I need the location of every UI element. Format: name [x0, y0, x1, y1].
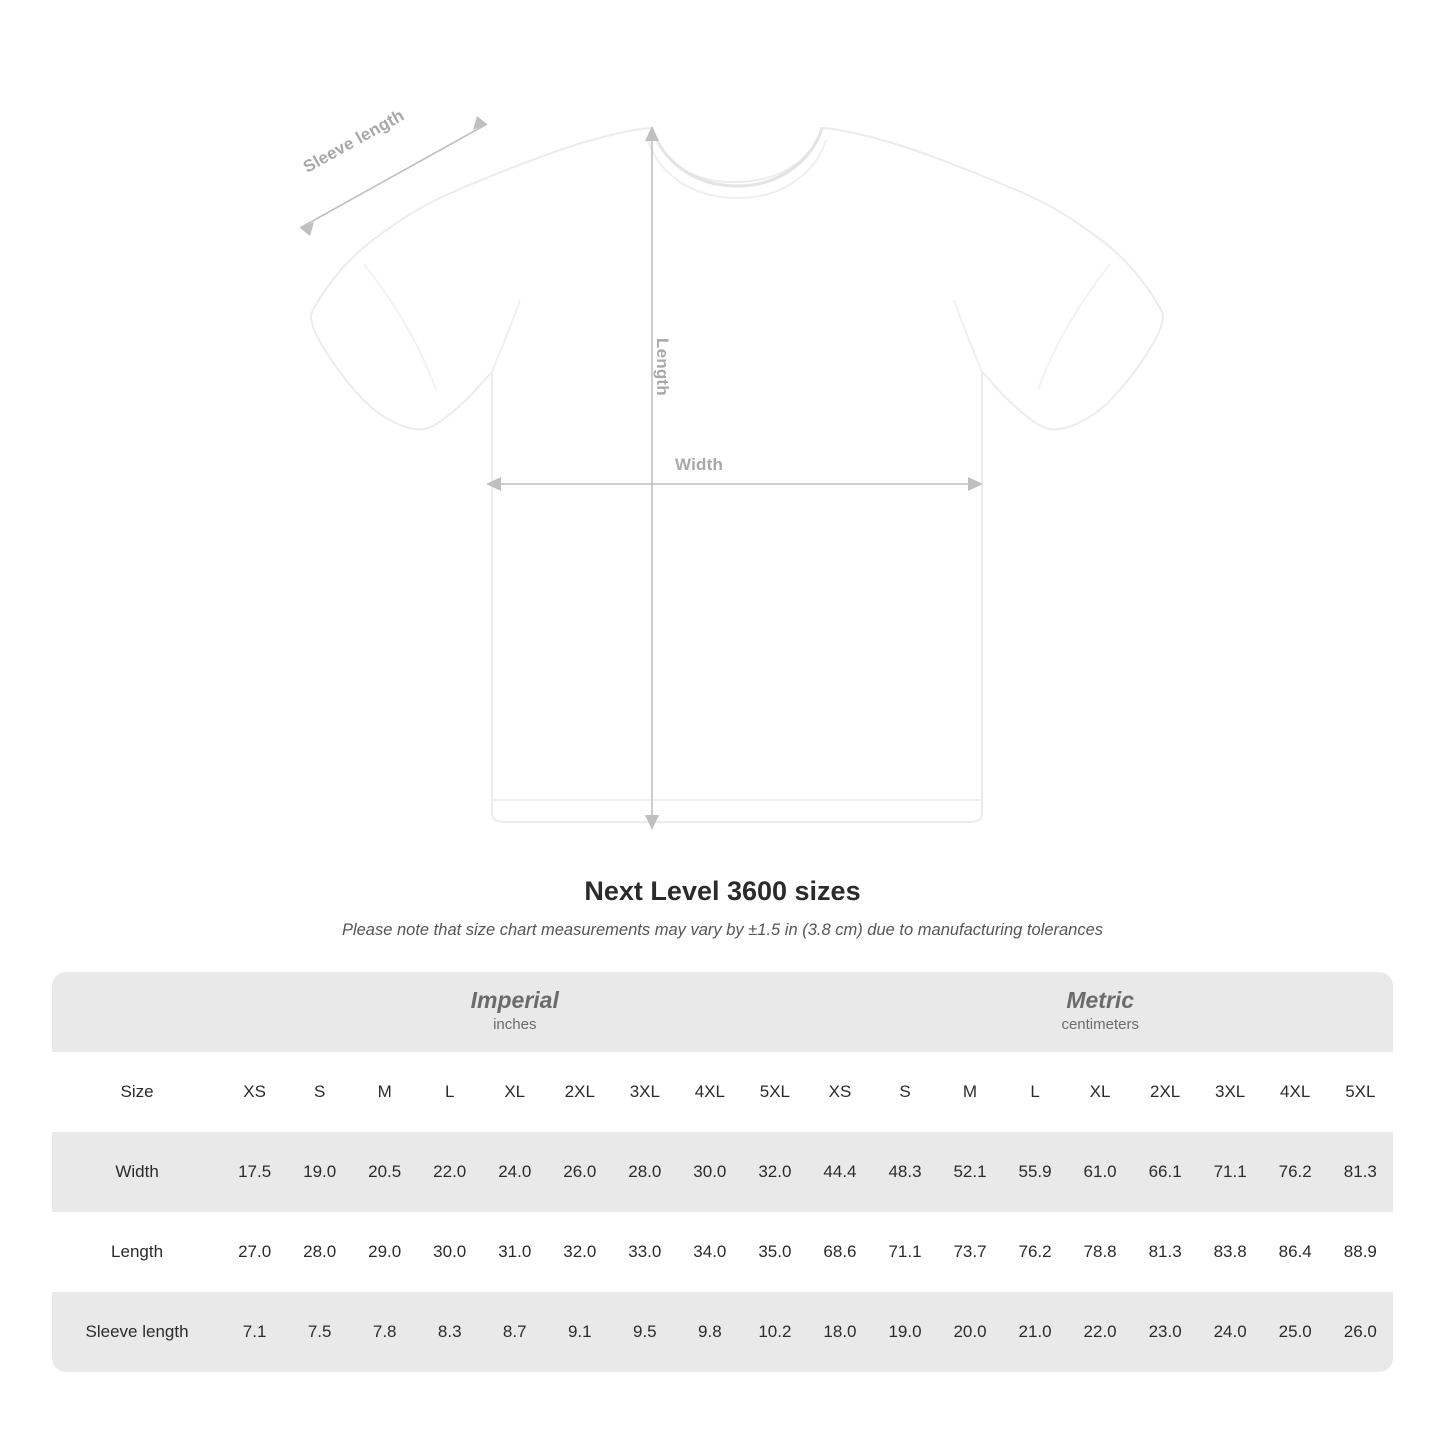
cell-sleeve-4: 8.7: [482, 1292, 547, 1372]
size-col-17: 5XL: [1328, 1052, 1393, 1132]
cell-sleeve-0: 7.1: [222, 1292, 287, 1372]
cell-length-9: 68.6: [807, 1212, 872, 1292]
imperial-unit-sub: inches: [493, 1016, 537, 1034]
cell-length-1: 28.0: [287, 1212, 352, 1292]
size-col-10: S: [872, 1052, 937, 1132]
cell-sleeve-17: 26.0: [1328, 1292, 1393, 1372]
cell-length-14: 81.3: [1133, 1212, 1198, 1292]
cell-sleeve-12: 21.0: [1003, 1292, 1068, 1372]
cell-width-1: 19.0: [287, 1132, 352, 1212]
table-row-sleeve-length: [52, 1292, 1393, 1372]
size-header-row: [52, 1052, 1393, 1132]
cell-length-5: 32.0: [547, 1212, 612, 1292]
size-col-16: 4XL: [1263, 1052, 1328, 1132]
cell-length-3: 30.0: [417, 1212, 482, 1292]
size-col-14: 2XL: [1133, 1052, 1198, 1132]
cell-sleeve-10: 19.0: [872, 1292, 937, 1372]
size-col-8: 5XL: [742, 1052, 807, 1132]
cell-sleeve-14: 23.0: [1133, 1292, 1198, 1372]
cell-width-16: 76.2: [1263, 1132, 1328, 1212]
cell-sleeve-8: 10.2: [742, 1292, 807, 1372]
cell-sleeve-7: 9.8: [677, 1292, 742, 1372]
size-row-label: Size: [52, 1052, 222, 1132]
cell-length-4: 31.0: [482, 1212, 547, 1292]
size-col-4: XL: [482, 1052, 547, 1132]
cell-width-3: 22.0: [417, 1132, 482, 1212]
cell-width-4: 24.0: [482, 1132, 547, 1212]
size-col-7: 4XL: [677, 1052, 742, 1132]
unit-header-row: [52, 972, 1393, 1052]
length-label: Length: [653, 338, 672, 396]
cell-length-16: 86.4: [1263, 1212, 1328, 1292]
size-col-1: S: [287, 1052, 352, 1132]
size-col-6: 3XL: [612, 1052, 677, 1132]
size-col-13: XL: [1068, 1052, 1133, 1132]
cell-sleeve-13: 22.0: [1068, 1292, 1133, 1372]
size-col-15: 3XL: [1198, 1052, 1263, 1132]
cell-sleeve-16: 25.0: [1263, 1292, 1328, 1372]
size-col-11: M: [938, 1052, 1003, 1132]
tshirt-garment-icon: [311, 128, 1163, 822]
size-col-3: L: [417, 1052, 482, 1132]
cell-length-8: 35.0: [742, 1212, 807, 1292]
corner-cell: [52, 972, 222, 1052]
cell-width-9: 44.4: [807, 1132, 872, 1212]
cell-length-15: 83.8: [1198, 1212, 1263, 1292]
row-label-width: Width: [52, 1132, 222, 1212]
cell-width-14: 66.1: [1133, 1132, 1198, 1212]
row-label-sleeve-length: Sleeve length: [52, 1292, 222, 1372]
metric-header: [807, 972, 1393, 1052]
size-col-12: L: [1003, 1052, 1068, 1132]
page-title: Next Level 3600 sizes: [584, 876, 861, 906]
cell-width-0: 17.5: [222, 1132, 287, 1212]
cell-width-2: 20.5: [352, 1132, 417, 1212]
cell-sleeve-11: 20.0: [938, 1292, 1003, 1372]
cell-sleeve-5: 9.1: [547, 1292, 612, 1372]
cell-sleeve-9: 18.0: [807, 1292, 872, 1372]
cell-sleeve-1: 7.5: [287, 1292, 352, 1372]
size-col-9: XS: [807, 1052, 872, 1132]
cell-length-10: 71.1: [872, 1212, 937, 1292]
cell-sleeve-15: 24.0: [1198, 1292, 1263, 1372]
cell-length-7: 34.0: [677, 1212, 742, 1292]
cell-length-11: 73.7: [938, 1212, 1003, 1292]
cell-width-8: 32.0: [742, 1132, 807, 1212]
size-col-2: M: [352, 1052, 417, 1132]
cell-width-5: 26.0: [547, 1132, 612, 1212]
cell-width-15: 71.1: [1198, 1132, 1263, 1212]
cell-width-11: 52.1: [938, 1132, 1003, 1212]
size-col-0: XS: [222, 1052, 287, 1132]
cell-width-10: 48.3: [872, 1132, 937, 1212]
metric-unit-name: Metric: [1066, 986, 1135, 1013]
row-label-length: Length: [52, 1212, 222, 1292]
table-row-width: [52, 1132, 1393, 1212]
size-table: [52, 972, 1393, 1372]
size-col-5: 2XL: [547, 1052, 612, 1132]
cell-width-17: 81.3: [1328, 1132, 1393, 1212]
cell-sleeve-3: 8.3: [417, 1292, 482, 1372]
cell-length-12: 76.2: [1003, 1212, 1068, 1292]
title-block: [0, 876, 1445, 940]
width-label: Width: [675, 455, 724, 474]
metric-unit-sub: centimeters: [1061, 1016, 1139, 1034]
cell-width-12: 55.9: [1003, 1132, 1068, 1212]
cell-sleeve-6: 9.5: [612, 1292, 677, 1372]
cell-length-6: 33.0: [612, 1212, 677, 1292]
cell-length-0: 27.0: [222, 1212, 287, 1292]
cell-width-7: 30.0: [677, 1132, 742, 1212]
sleeve-length-label: Sleeve length: [300, 105, 408, 177]
tolerance-note: Please note that size chart measurements may vary by ±1.5 in (3.8 cm) due to manufacturing tolerances: [341, 921, 1104, 939]
imperial-unit-name: Imperial: [470, 986, 559, 1013]
cell-length-17: 88.9: [1328, 1212, 1393, 1292]
cell-width-13: 61.0: [1068, 1132, 1133, 1212]
cell-sleeve-2: 7.8: [352, 1292, 417, 1372]
imperial-header: [222, 972, 807, 1052]
size-table-wrapper: [52, 972, 1393, 1372]
table-row-length: [52, 1212, 1393, 1292]
cell-length-13: 78.8: [1068, 1212, 1133, 1292]
cell-width-6: 28.0: [612, 1132, 677, 1212]
cell-length-2: 29.0: [352, 1212, 417, 1292]
